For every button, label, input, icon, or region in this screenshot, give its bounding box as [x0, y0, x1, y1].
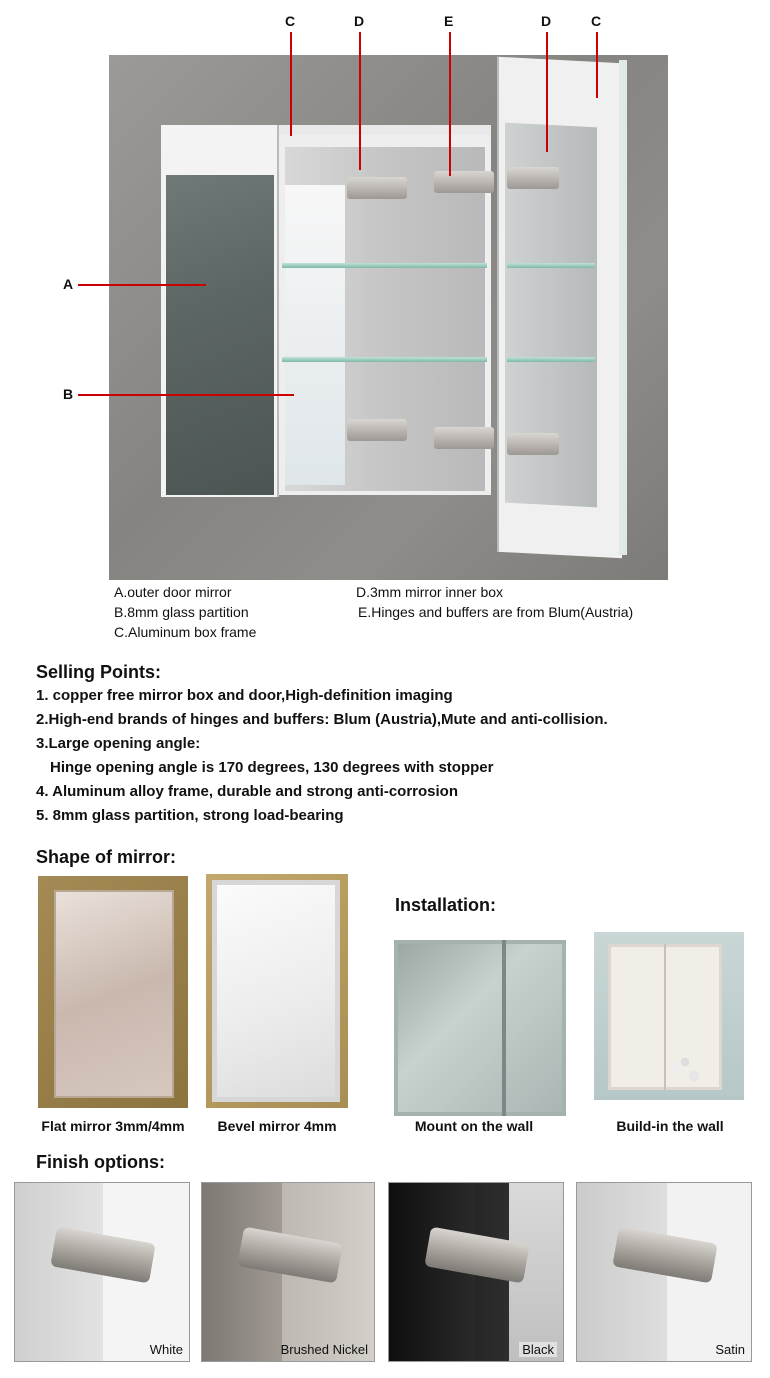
glass-shelf-lower — [282, 357, 487, 362]
callout-c-left-line — [290, 32, 292, 136]
selling-point-3-detail: Hinge opening angle is 170 degrees, 130 degrees with stopper — [50, 759, 494, 776]
legend-a: A.outer door mirror — [114, 584, 232, 600]
callout-e: E — [444, 13, 454, 29]
finish-brushed-nickel — [201, 1182, 375, 1362]
callout-b-line — [78, 394, 294, 396]
inner-box-reflection — [285, 185, 345, 485]
finish-brushed-nickel-label: Brushed Nickel — [280, 1342, 368, 1357]
finish-title: Finish options: — [36, 1152, 165, 1172]
callout-c-right-line — [596, 32, 598, 98]
finish-white-label: White — [149, 1342, 183, 1357]
selling-point-3: 3.Large opening angle: — [36, 735, 201, 752]
hinge-top-right — [434, 171, 494, 193]
legend-b: B.8mm glass partition — [114, 604, 249, 620]
callout-d-left: D — [354, 13, 365, 29]
finish-black-label: Black — [519, 1342, 557, 1357]
hinge-bottom-left — [347, 419, 407, 441]
callout-b: B — [63, 386, 74, 402]
flat-mirror-image — [38, 876, 188, 1108]
build-caption: Build-in the wall — [616, 1118, 724, 1134]
bevel-mirror-image — [206, 874, 348, 1108]
finish-white — [14, 1182, 190, 1362]
door-shelf-lower — [507, 357, 595, 362]
selling-point-5: 5. 8mm glass partition, strong load-bearing — [36, 807, 344, 824]
callout-d-left-line — [359, 32, 361, 170]
mount-caption: Mount on the wall — [414, 1118, 534, 1134]
legend-e: E.Hinges and buffers are from Blum(Austria) — [358, 604, 634, 620]
legend-d: D.3mm mirror inner box — [356, 584, 504, 600]
finish-black — [388, 1182, 564, 1362]
callout-c-left: C — [285, 13, 296, 29]
selling-point-1: 1. copper free mirror box and door,High-definition imaging — [36, 687, 453, 704]
callout-d-right-line — [546, 32, 548, 152]
flat-mirror-caption: Flat mirror 3mm/4mm — [41, 1118, 185, 1134]
right-door-edge — [619, 60, 627, 555]
door-hinge-top — [507, 167, 559, 189]
callout-d-right: D — [541, 13, 552, 29]
cabinet-diagram-photo — [109, 55, 668, 580]
hinge-top-left — [347, 177, 407, 199]
callout-e-line — [449, 32, 451, 176]
callout-c-right: C — [591, 13, 602, 29]
bevel-mirror-caption: Bevel mirror 4mm — [217, 1118, 337, 1134]
build-in-wall-image — [594, 932, 744, 1100]
shape-title: Shape of mirror: — [36, 847, 177, 867]
door-hinge-bottom — [507, 433, 559, 455]
selling-point-2: 2.High-end brands of hinges and buffers: Blum (Austria),Mute and anti-collision. — [36, 711, 608, 728]
mount-on-wall-image — [390, 932, 566, 1122]
glass-shelf-upper — [282, 263, 487, 268]
selling-point-4: 4. Aluminum alloy frame, durable and strong anti-corrosion — [36, 783, 459, 800]
selling-points-title: Selling Points: — [36, 662, 162, 682]
hinge-bottom-right — [434, 427, 494, 449]
legend-c: C.Aluminum box frame — [114, 624, 257, 640]
installation-title: Installation: — [395, 895, 497, 915]
callout-a-line — [78, 284, 206, 286]
door-shelf-upper — [507, 263, 595, 268]
finish-satin — [576, 1182, 752, 1362]
finish-satin-label: Satin — [715, 1342, 745, 1357]
callout-a: A — [63, 276, 74, 292]
outer-door-mirror — [166, 175, 274, 495]
